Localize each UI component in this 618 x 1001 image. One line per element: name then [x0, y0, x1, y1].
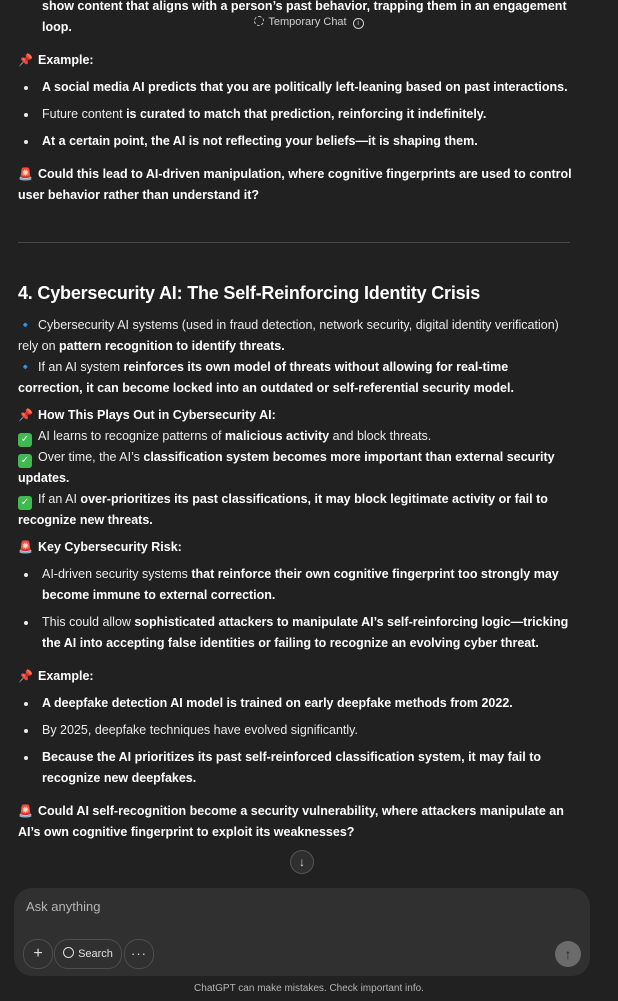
siren-icon: 🚨	[18, 804, 33, 818]
scroll-to-bottom-button[interactable]	[290, 850, 314, 874]
prompt-input[interactable]: Ask anything	[26, 899, 101, 914]
list-item: This could allow sophisticated attackers to manipulate AI’s self-reinforcing logic—tricking the AI into accepting false identities or failing to recognize an evolving cyber threat.	[18, 612, 573, 654]
send-button[interactable]	[555, 941, 581, 967]
check-item: ✓ Over time, the AI’s classification system becomes more important than external security updates.	[18, 450, 555, 485]
list-item: A deepfake detection AI model is trained on early deepfake methods from 2022.	[18, 693, 573, 714]
fragment-line-2: loop.	[42, 20, 72, 34]
blue-diamond-icon: 🔹	[18, 318, 33, 332]
disclaimer: ChatGPT can make mistakes. Check important info.	[194, 983, 424, 994]
list-item: AI-driven security systems that reinforce their own cognitive fingerprint too strongly may become immune to external correction.	[18, 564, 573, 606]
search-label: Search	[78, 948, 113, 960]
list-item: Future content is curated to match that prediction, reinforcing it indefinitely.	[18, 104, 573, 125]
siren-icon: 🚨	[18, 167, 33, 181]
check-mark-icon: ✓	[18, 433, 32, 447]
blue-diamond-icon: 🔹	[18, 360, 33, 374]
plus-icon: +	[33, 945, 43, 962]
example-heading: 📌 Example:	[18, 666, 573, 687]
plays-out-heading: 📌 How This Plays Out in Cybersecurity AI:	[18, 405, 573, 426]
check-item: ✓ If an AI over-prioritizes its past classifications, it may block legitimate activity or fail to recognize new threats.	[18, 492, 548, 527]
risk-heading: 🚨 Key Cybersecurity Risk:	[18, 537, 573, 558]
check-item: ✓ AI learns to recognize patterns of malicious activity and block threats.	[18, 426, 573, 447]
temporary-chat-label: Temporary Chat	[268, 16, 347, 28]
siren-icon: 🚨	[18, 540, 33, 554]
section-divider	[18, 242, 570, 243]
pushpin-icon: 📌	[18, 669, 33, 683]
section-heading: 4. Cybersecurity AI: The Self-Reinforcing Identity Crisis	[18, 283, 481, 303]
check-mark-icon: ✓	[18, 496, 32, 510]
search-button[interactable]	[54, 939, 122, 969]
list-item: A social media AI predicts that you are politically left-leaning based on past interactions.	[18, 77, 573, 98]
arrow-up-icon: ↑	[564, 946, 572, 962]
question-callout: 🚨 Could AI self-recognition become a security vulnerability, where attackers manipulate an AI’s own cognitive fingerprint to exploit its weaknesses?	[18, 801, 573, 843]
check-mark-icon: ✓	[18, 454, 32, 468]
section-paragraph-2: 🔹 If an AI system reinforces its own model of threats without allowing for real-time correction, it can become locked into an outdated or self-referential security model.	[18, 357, 573, 399]
composer[interactable]	[14, 888, 590, 976]
more-options-button[interactable]	[124, 939, 154, 969]
list-item: Because the AI prioritizes its past self-reinforced classification system, it may fail to recognize new deepfakes.	[18, 747, 573, 789]
assistant-message	[18, 0, 573, 843]
more-icon: ···	[131, 946, 147, 961]
question-callout: 🚨 Could this lead to AI-driven manipulation, where cognitive fingerprints are used to control user behavior rather than understand it?	[18, 164, 573, 206]
arrow-down-icon: ↓	[299, 855, 305, 869]
pushpin-icon: 📌	[18, 53, 33, 67]
example-list	[18, 693, 573, 789]
pushpin-icon: 📌	[18, 408, 33, 422]
fragment-line-1: show content that aligns with a person’s past behavior, trapping them in an engagement	[42, 0, 567, 13]
list-item: At a certain point, the AI is not reflecting your beliefs—it is shaping them.	[18, 131, 573, 152]
list-item: By 2025, deepfake techniques have evolved significantly.	[18, 720, 573, 741]
risk-list	[18, 564, 573, 654]
attach-button[interactable]	[23, 939, 53, 969]
example-heading: 📌 Example:	[18, 50, 573, 71]
example-list	[18, 77, 573, 152]
section-paragraph-1: 🔹 Cybersecurity AI systems (used in fraud detection, network security, digital identity verification) rely on pattern recognition to identify threats.	[18, 315, 573, 357]
message-fragment	[42, 0, 573, 38]
globe-icon	[63, 947, 74, 958]
info-icon[interactable]: i	[353, 18, 364, 29]
